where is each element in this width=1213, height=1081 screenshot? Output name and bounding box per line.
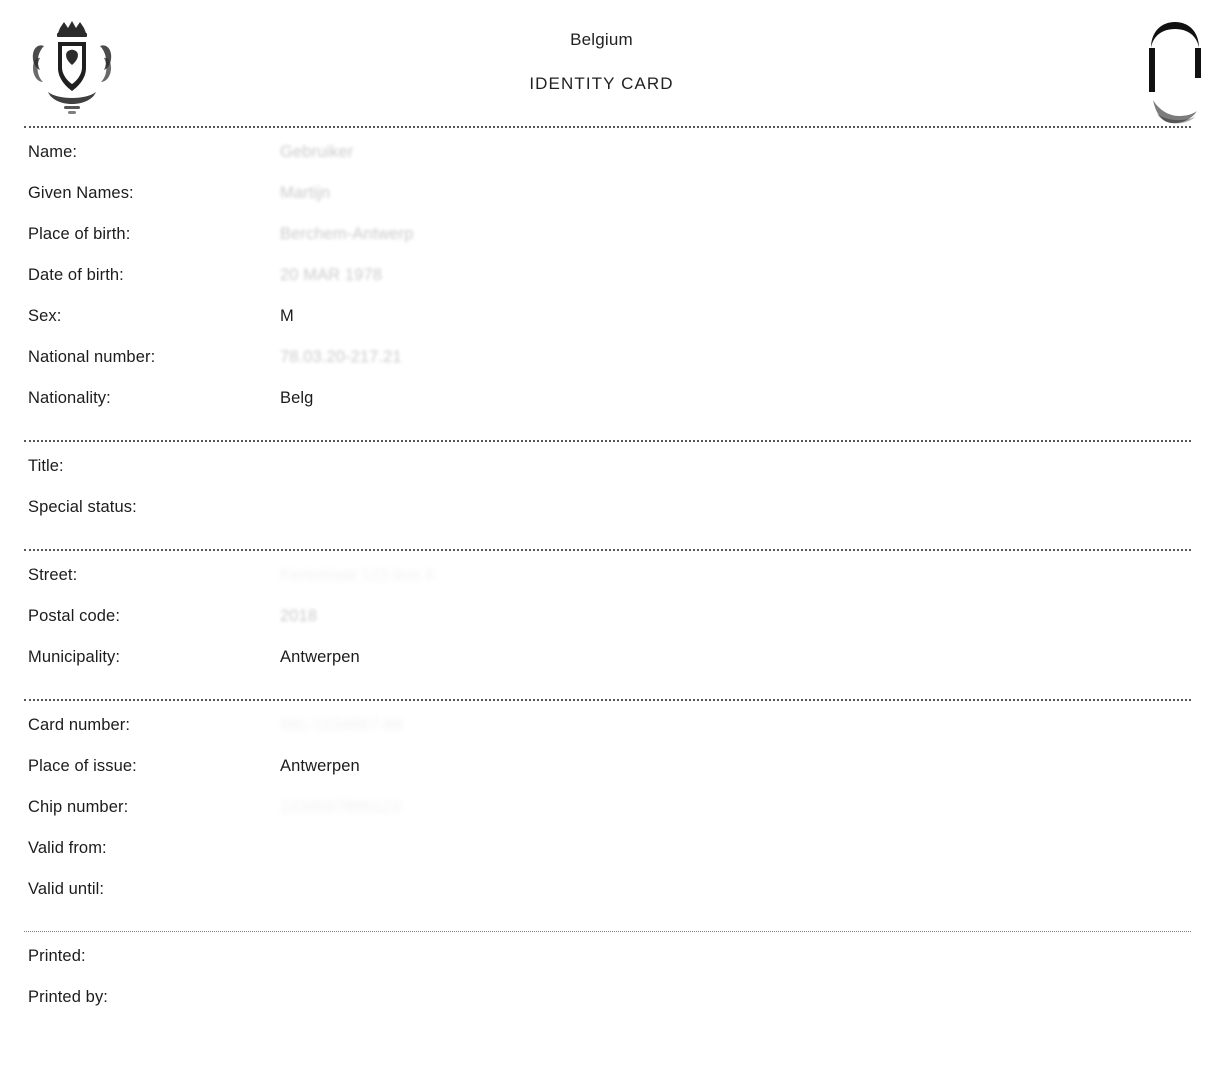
- field-value-sex: M: [280, 307, 294, 325]
- document-header: [0, 0, 1213, 126]
- field-row: [0, 798, 1213, 839]
- field-label-valid-until: Valid until:: [28, 880, 105, 898]
- section-card: [0, 702, 1213, 931]
- field-value-postal-code: 2018: [280, 607, 318, 625]
- field-label-date-of-birth: Date of birth:: [28, 266, 124, 284]
- field-value-given-names: Martijn: [280, 184, 331, 202]
- field-value-name: Gebruiker: [280, 143, 354, 161]
- field-label-national-number: National number:: [28, 348, 156, 366]
- field-label-card-number: Card number:: [28, 716, 131, 734]
- section-divider: [24, 549, 1191, 552]
- field-row: [0, 498, 1213, 539]
- section-identity: [0, 129, 1213, 440]
- field-row: [0, 757, 1213, 798]
- section-divider: [24, 440, 1191, 443]
- field-value-national-number: 78.03.20-217.21: [280, 348, 402, 366]
- field-label-street: Street:: [28, 566, 78, 584]
- field-row: [0, 607, 1213, 648]
- field-row: [0, 348, 1213, 389]
- field-label-chip-number: Chip number:: [28, 798, 129, 816]
- field-value-nationality: Belg: [280, 389, 314, 407]
- field-row: [0, 988, 1213, 1029]
- field-value-municipality: Antwerpen: [280, 648, 360, 666]
- field-label-title: Title:: [28, 457, 64, 475]
- field-label-place-of-birth: Place of birth:: [28, 225, 131, 243]
- section-divider: [24, 931, 1191, 933]
- field-row: [0, 143, 1213, 184]
- field-label-printed-by: Printed by:: [28, 988, 108, 1006]
- field-label-special-status: Special status:: [28, 498, 137, 516]
- field-label-given-names: Given Names:: [28, 184, 134, 202]
- field-label-nationality: Nationality:: [28, 389, 111, 407]
- field-row: [0, 947, 1213, 988]
- field-row: [0, 184, 1213, 225]
- document-title: IDENTITY CARD: [529, 74, 674, 93]
- section-divider: [24, 699, 1191, 702]
- field-row: [0, 880, 1213, 921]
- id-photo-placeholder: [1143, 14, 1207, 126]
- section-status: [0, 443, 1213, 549]
- header-titles: [0, 30, 1213, 94]
- field-value-printed-by: .: [280, 988, 285, 1006]
- field-row: [0, 648, 1213, 689]
- field-value-street: Kerkstraat 123 bus 4: [280, 566, 435, 584]
- country-label: Belgium: [570, 30, 633, 49]
- section-print: [0, 933, 1213, 1039]
- field-row: [0, 457, 1213, 498]
- field-label-sex: Sex:: [28, 307, 62, 325]
- field-label-postal-code: Postal code:: [28, 607, 121, 625]
- field-label-printed: Printed:: [28, 947, 86, 965]
- section-address: [0, 552, 1213, 699]
- field-label-place-of-issue: Place of issue:: [28, 757, 137, 775]
- field-row: [0, 307, 1213, 348]
- field-row: [0, 225, 1213, 266]
- field-value-place-of-issue: Antwerpen: [280, 757, 360, 775]
- field-value-card-number: 591-1234567-89: [280, 716, 403, 734]
- field-label-municipality: Municipality:: [28, 648, 121, 666]
- field-row: [0, 266, 1213, 307]
- field-value-place-of-birth: Berchem-Antwerp: [280, 225, 414, 243]
- field-value-special-status: .: [280, 498, 285, 516]
- field-label-name: Name:: [28, 143, 78, 161]
- field-row: [0, 716, 1213, 757]
- field-value-chip-number: 1234567890123: [280, 798, 401, 816]
- field-value-date-of-birth: 20 MAR 1978: [280, 266, 382, 284]
- field-row: [0, 839, 1213, 880]
- field-row: [0, 389, 1213, 430]
- field-label-valid-from: Valid from:: [28, 839, 107, 857]
- field-row: [0, 566, 1213, 607]
- section-divider: [24, 126, 1191, 129]
